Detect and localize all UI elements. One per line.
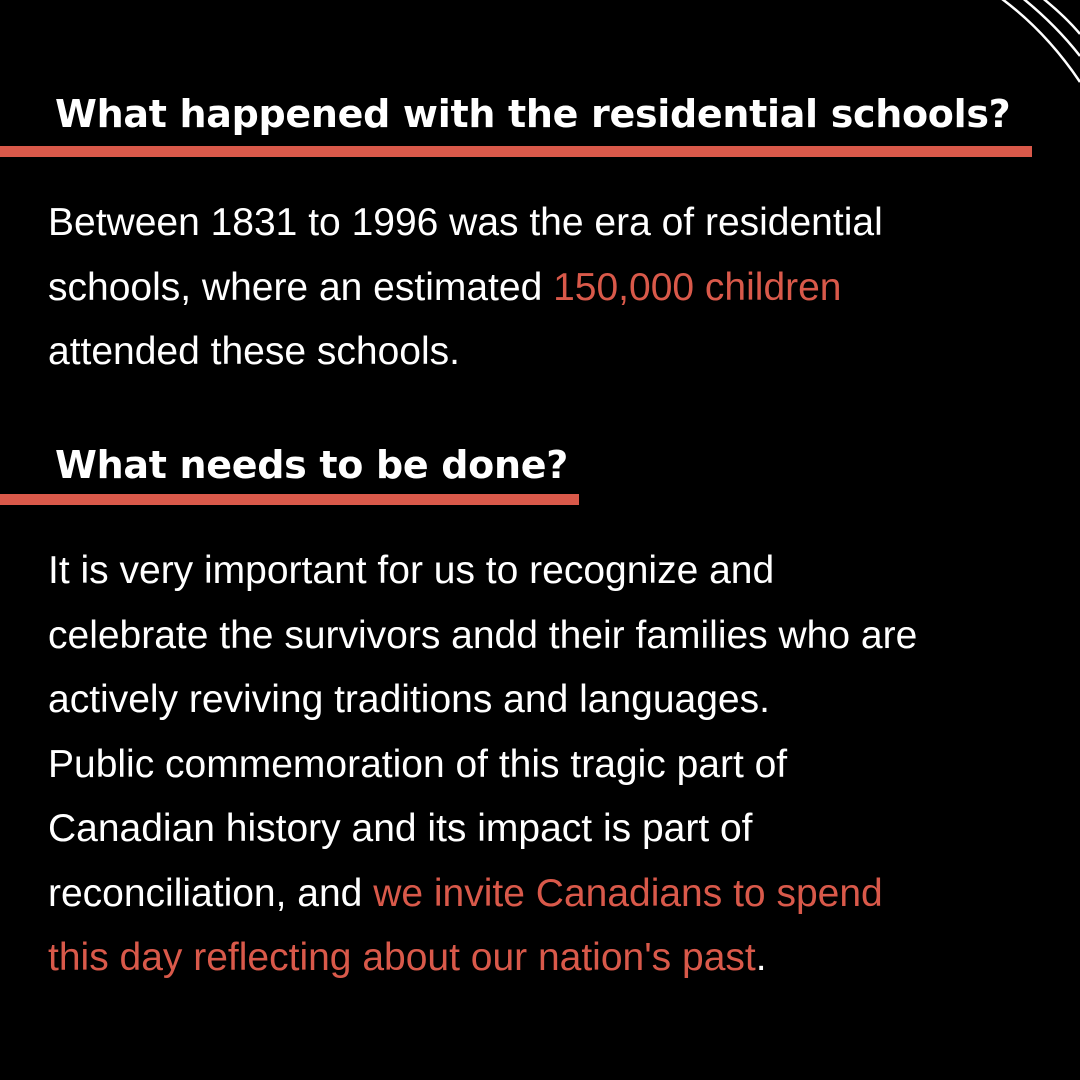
paragraph-line: actively reviving traditions and languages. [48, 678, 770, 721]
paragraph-period: . [755, 936, 767, 979]
paragraph-line: schools, where an estimated [48, 265, 554, 309]
residential-schools-paragraph [48, 191, 883, 385]
paragraph-line: celebrate the survivors andd their families who are [48, 613, 918, 657]
paragraph-line: Public commemoration of this tragic part of [48, 742, 788, 786]
heading-underline-2 [0, 494, 579, 505]
paragraph-line: attended these schools. [48, 330, 460, 373]
section-heading-what-needs-done: What needs to be done? [55, 443, 568, 487]
paragraph-line: reconciliation, and [48, 871, 374, 915]
highlight-children-count: 150,000 children [553, 265, 842, 309]
what-needs-done-paragraph [48, 539, 917, 991]
highlight-invitation-cont: this day reflecting about our nation's past [48, 936, 756, 979]
paragraph-line: Canadian history and its impact is part of [48, 807, 753, 850]
paragraph-line: Between 1831 to 1996 was the era of residential [48, 201, 883, 244]
section-heading-residential-schools: What happened with the residential schools? [55, 92, 1011, 136]
heading-underline-1 [0, 146, 1032, 157]
paragraph-line: It is very important for us to recognize and [48, 549, 775, 592]
highlight-invitation: we invite Canadians to spend [373, 871, 883, 915]
